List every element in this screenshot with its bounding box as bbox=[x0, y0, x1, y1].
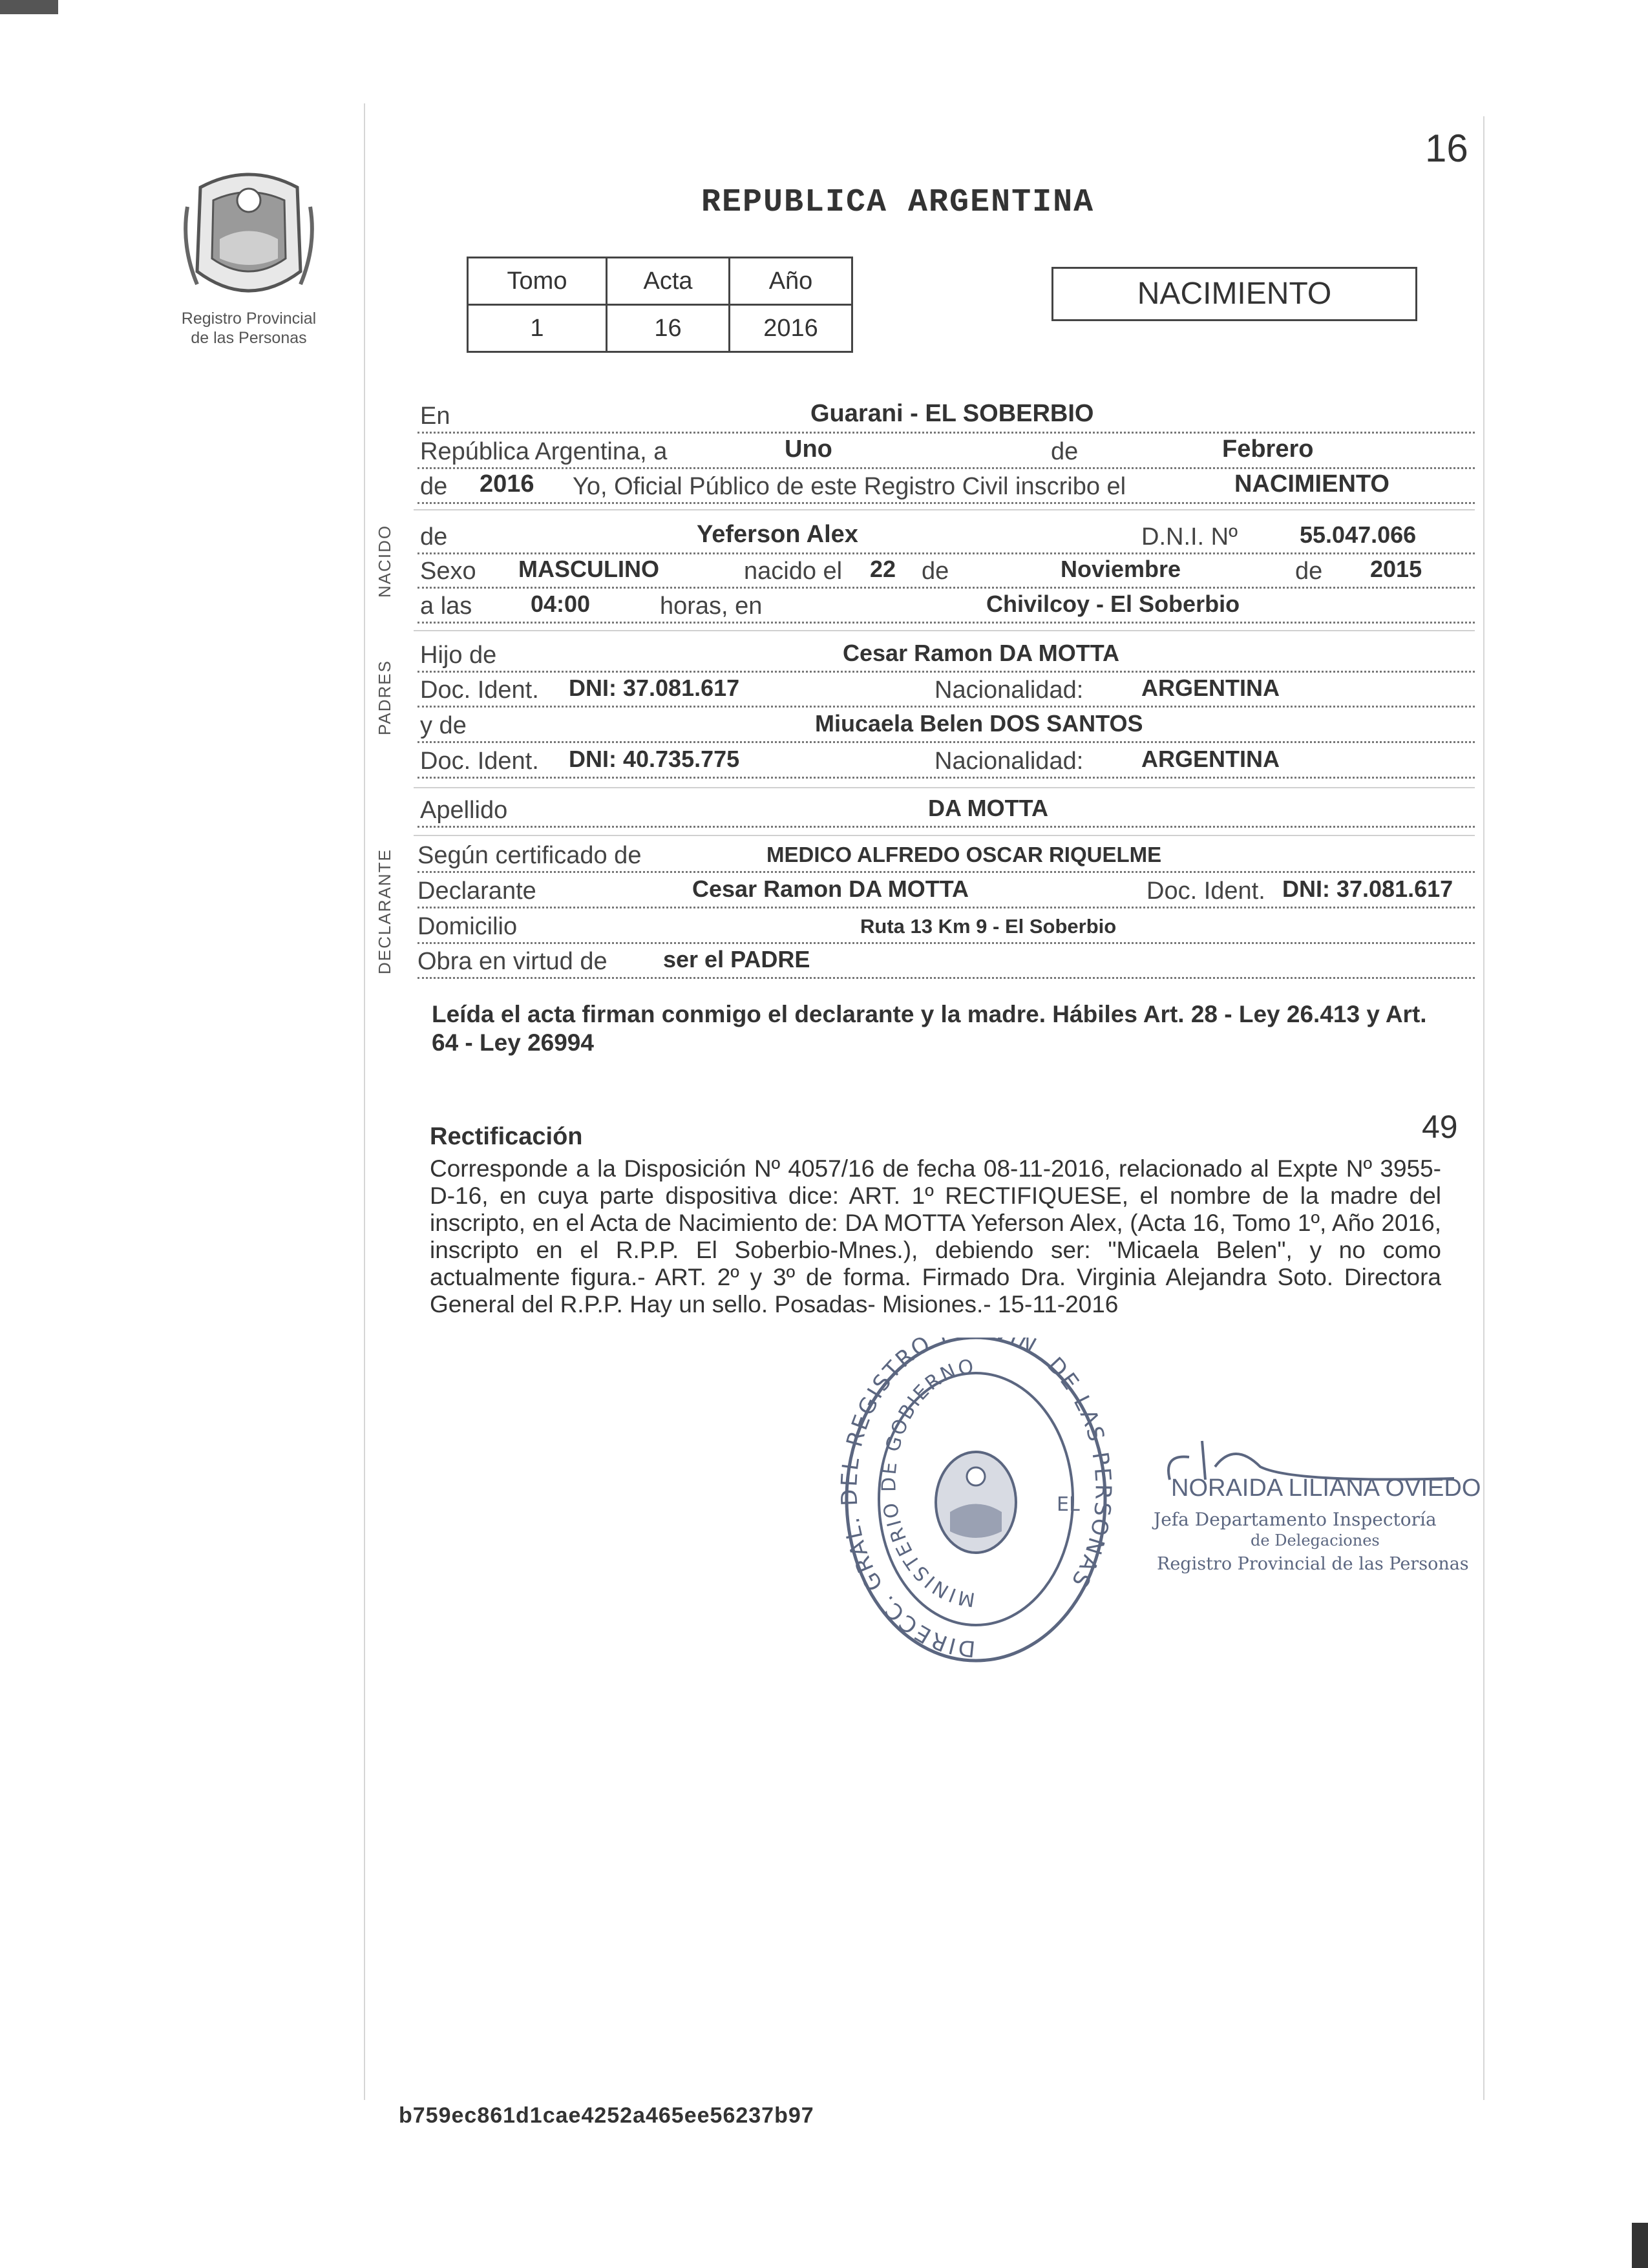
label-declarante: Declarante bbox=[417, 877, 536, 905]
right-margin-line bbox=[1483, 116, 1484, 2100]
label-domicilio: Domicilio bbox=[417, 913, 518, 940]
signer-title-line3: Registro Provincial de las Personas bbox=[1157, 1554, 1469, 1574]
stamp-right-text: EL bbox=[1057, 1493, 1080, 1516]
value-padre-doc: DNI: 37.081.617 bbox=[569, 675, 740, 701]
value-madre: Miucaela Belen DOS SANTOS bbox=[815, 710, 1143, 737]
row-nombre bbox=[417, 520, 1475, 554]
label-oficial: Yo, Oficial Público de este Registro Civil inscribo el bbox=[573, 473, 1126, 500]
section-separator bbox=[414, 630, 1475, 631]
label-yde: y de bbox=[420, 712, 467, 739]
value-declarante-doc: DNI: 37.081.617 bbox=[1282, 876, 1453, 902]
label-nac2: Nacionalidad: bbox=[935, 748, 1084, 775]
value-apellido: DA MOTTA bbox=[928, 795, 1048, 821]
rectificacion-number: 49 bbox=[1422, 1109, 1458, 1145]
label-doc1: Doc. Ident. bbox=[420, 677, 539, 704]
side-label-nacido: NACIDO bbox=[375, 524, 394, 598]
row-declarante bbox=[417, 874, 1475, 908]
acta-header: Acta bbox=[607, 258, 730, 305]
section-separator bbox=[414, 787, 1475, 788]
value-declarante: Cesar Ramon DA MOTTA bbox=[692, 876, 969, 902]
section-separator bbox=[414, 509, 1475, 510]
label-de: de bbox=[1051, 438, 1079, 465]
value-mes: Febrero bbox=[1222, 436, 1314, 463]
rectificacion-title: Rectificación bbox=[430, 1123, 583, 1150]
label-de2: de bbox=[420, 473, 448, 500]
label-dni: D.N.I. Nº bbox=[1141, 523, 1238, 551]
label-republica: República Argentina, a bbox=[420, 438, 668, 465]
row-republica bbox=[417, 435, 1475, 469]
signer-title-line2: de Delegaciones bbox=[1251, 1531, 1380, 1549]
value-obra: ser el PADRE bbox=[663, 946, 810, 972]
value-nombre: Yeferson Alex bbox=[697, 521, 858, 548]
label-sexo: Sexo bbox=[420, 558, 476, 585]
label-de3: de bbox=[420, 523, 448, 551]
side-label-declarante: DECLARANTE bbox=[375, 848, 394, 974]
label-hijo: Hijo de bbox=[420, 642, 497, 669]
label-obra: Obra en virtud de bbox=[417, 948, 607, 975]
row-en bbox=[417, 399, 1475, 434]
label-apellido: Apellido bbox=[420, 797, 508, 824]
row-sexo bbox=[417, 554, 1475, 589]
value-anio: 2016 bbox=[480, 470, 534, 498]
anio-header: Año bbox=[730, 258, 852, 305]
value-hora: 04:00 bbox=[531, 591, 591, 617]
value-sexo: MASCULINO bbox=[518, 556, 659, 582]
value-nac-dia: 22 bbox=[870, 556, 896, 582]
stamp-outer-text: DIRECC. GRAL. DEL REGISTRO IN. DE LAS PERSONAS bbox=[836, 1338, 1116, 1662]
label-de4: de bbox=[922, 558, 949, 585]
side-label-padres: PADRES bbox=[375, 660, 394, 735]
document-title: REPUBLICA ARGENTINA bbox=[701, 184, 1095, 221]
label-nac1: Nacionalidad: bbox=[935, 677, 1084, 704]
logo-caption bbox=[155, 309, 343, 348]
document-type-box: NACIMIENTO bbox=[1051, 267, 1417, 321]
official-stamp bbox=[834, 1338, 1118, 1680]
section-separator bbox=[414, 835, 1475, 836]
row-padre-doc bbox=[417, 673, 1475, 708]
page-number: 16 bbox=[1425, 127, 1468, 170]
value-madre-nac: ARGENTINA bbox=[1141, 746, 1280, 772]
label-decl-doc: Doc. Ident. bbox=[1146, 877, 1265, 905]
document-hash: b759ec861d1cae4252a465ee56237b97 bbox=[399, 2103, 814, 2128]
registry-stamp-icon bbox=[834, 1338, 1118, 1680]
top-left-mark bbox=[0, 0, 58, 14]
label-horas: horas, en bbox=[660, 593, 763, 620]
acta-value: 16 bbox=[607, 305, 730, 352]
anio-value: 2016 bbox=[730, 305, 852, 352]
value-padre: Cesar Ramon DA MOTTA bbox=[843, 640, 1120, 666]
row-padre bbox=[417, 638, 1475, 673]
stamp-inner-text: MINISTERIO DE GOBIERNO bbox=[878, 1355, 977, 1611]
value-madre-doc: DNI: 40.735.775 bbox=[569, 746, 740, 772]
tomo-acta-anio-table bbox=[467, 257, 853, 353]
tomo-header: Tomo bbox=[468, 258, 607, 305]
label-doc2: Doc. Ident. bbox=[420, 748, 539, 775]
label-de5: de bbox=[1295, 558, 1323, 585]
row-apellido bbox=[417, 793, 1475, 828]
value-inscribe: NACIMIENTO bbox=[1234, 470, 1389, 498]
left-margin-line bbox=[364, 103, 365, 2100]
row-anio bbox=[417, 470, 1475, 504]
signer-title-line1: Jefa Departamento Inspectoría bbox=[1154, 1509, 1437, 1530]
value-lugar-nacimiento: Chivilcoy - El Soberbio bbox=[986, 591, 1240, 617]
bottom-right-mark bbox=[1632, 2223, 1648, 2268]
label-en: En bbox=[420, 403, 450, 430]
label-certificado: Según certificado de bbox=[417, 842, 642, 869]
value-dia: Uno bbox=[785, 436, 832, 463]
value-nac-mes: Noviembre bbox=[1061, 556, 1181, 582]
value-dni: 55.047.066 bbox=[1300, 521, 1417, 548]
row-certificado bbox=[417, 839, 1475, 873]
logo-caption-line1: Registro Provincial bbox=[181, 310, 317, 328]
row-madre bbox=[417, 709, 1475, 743]
row-obra bbox=[417, 945, 1475, 979]
row-domicilio bbox=[417, 910, 1475, 944]
signer-name: NORAIDA LILIANA OVIEDO bbox=[1171, 1475, 1481, 1502]
value-domicilio: Ruta 13 Km 9 - El Soberbio bbox=[860, 915, 1117, 938]
value-lugar-registro: Guarani - EL SOBERBIO bbox=[810, 400, 1094, 427]
row-madre-doc bbox=[417, 744, 1475, 779]
label-nacido: nacido el bbox=[744, 558, 843, 585]
value-certificado: MEDICO ALFREDO OSCAR RIQUELME bbox=[766, 843, 1162, 866]
tomo-value: 1 bbox=[468, 305, 607, 352]
logo-caption-line2: de las Personas bbox=[191, 329, 307, 347]
misiones-seal-icon bbox=[162, 162, 336, 310]
rectificacion-body: Corresponde a la Disposición Nº 4057/16 de fecha 08-11-2016, relacionado al Expte Nº 3955-D-16, en cuya parte dispositiva dice: ART. 1º RECTIFIQUESE, el nombre de la madre del inscripto, en el Acta de Nacimiento de: DA MOTTA Yeferson Alex, (Acta 16, Tomo 1º, Año 2016, inscripto en el R.P.P. El Soberbio-Mnes.), debiendo ser: "Micaela Belen", y no como actualmente figura.- ART. 2º y 3º de forma. Firmado Dra. Virginia Alejandra Soto. Directora General del R.P.P. Hay un sello. Posadas- Misiones.- 15-11-2016 bbox=[430, 1155, 1441, 1318]
value-padre-nac: ARGENTINA bbox=[1141, 675, 1280, 701]
legal-text: Leída el acta firman conmigo el declarante y la madre. Hábiles Art. 28 - Ley 26.413 y Art. 64 - Ley 26994 bbox=[432, 1001, 1427, 1056]
value-nac-anio: 2015 bbox=[1370, 556, 1422, 582]
row-hora bbox=[417, 589, 1475, 624]
label-alas: a las bbox=[420, 593, 472, 620]
